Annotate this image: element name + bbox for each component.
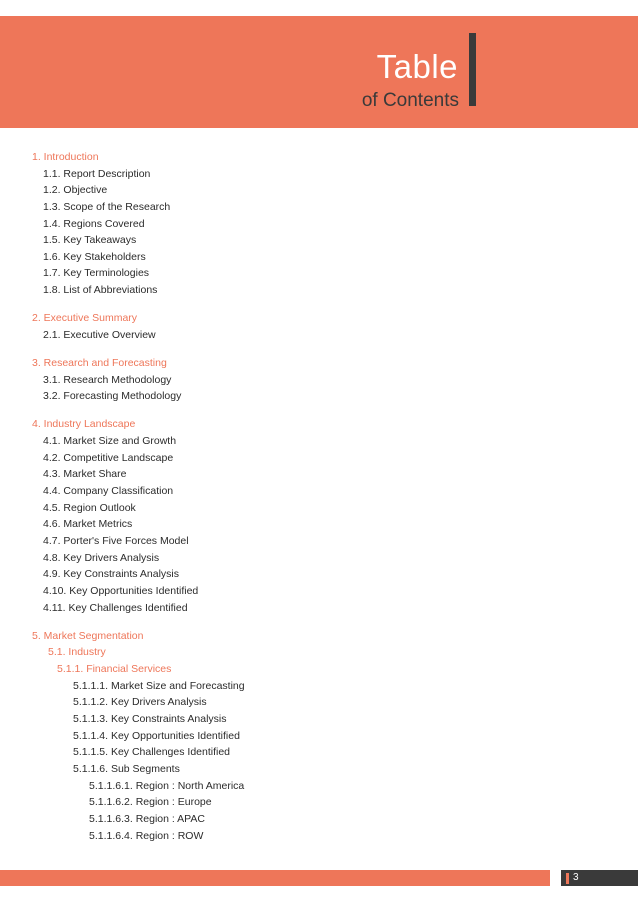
page-title: Table xyxy=(376,48,458,85)
toc-section-heading[interactable]: 3. Research and Forecasting xyxy=(32,357,167,369)
toc-entry[interactable]: 1.8. List of Abbreviations xyxy=(43,284,158,296)
header-banner xyxy=(0,16,638,128)
toc-entry[interactable]: 4.2. Competitive Landscape xyxy=(43,452,174,464)
toc-entry[interactable]: 5.1.1.6.1. Region : North America xyxy=(89,780,245,792)
page-subtitle: of Contents xyxy=(361,90,459,111)
toc-entry[interactable]: 5.1.1.5. Key Challenges Identified xyxy=(73,746,231,758)
toc-section-heading[interactable]: 5. Market Segmentation xyxy=(32,630,144,642)
toc-entry[interactable]: 3.2. Forecasting Methodology xyxy=(43,390,182,402)
toc-entry[interactable]: 5.1.1.4. Key Opportunities Identified xyxy=(73,730,240,742)
toc-entry[interactable]: 1.2. Objective xyxy=(43,184,108,196)
footer-bar xyxy=(0,870,550,886)
title-accent-bar xyxy=(469,33,476,106)
toc-entry[interactable]: 4.6. Market Metrics xyxy=(43,518,133,530)
toc-entry[interactable]: 4.1. Market Size and Growth xyxy=(43,435,177,447)
toc-entry[interactable]: 5.1. Industry xyxy=(48,646,106,658)
toc-entry[interactable]: 5.1.1.6.4. Region : ROW xyxy=(89,830,204,842)
toc-entry[interactable]: 1.5. Key Takeaways xyxy=(43,234,137,246)
toc-entry[interactable]: 1.3. Scope of the Research xyxy=(43,201,171,213)
toc-entry[interactable]: 1.4. Regions Covered xyxy=(43,218,145,230)
toc-entry[interactable]: 4.8. Key Drivers Analysis xyxy=(43,552,160,564)
toc-entry[interactable]: 5.1.1.2. Key Drivers Analysis xyxy=(73,696,207,708)
toc-entry[interactable]: 5.1.1.6.3. Region : APAC xyxy=(89,813,205,825)
toc-entry[interactable]: 4.5. Region Outlook xyxy=(43,502,136,514)
footer-accent-mark xyxy=(566,873,569,884)
toc-entry[interactable]: 1.6. Key Stakeholders xyxy=(43,251,146,263)
toc-entry[interactable]: 4.3. Market Share xyxy=(43,468,127,480)
toc-section-heading[interactable]: 4. Industry Landscape xyxy=(32,418,136,430)
toc-section-heading[interactable]: 1. Introduction xyxy=(32,151,99,163)
toc-entry[interactable]: 4.7. Porter's Five Forces Model xyxy=(43,535,189,547)
toc-entry[interactable]: 4.4. Company Classification xyxy=(43,485,174,497)
toc-entry[interactable]: 5.1.1. Financial Services xyxy=(57,663,172,675)
toc-entry[interactable]: 4.11. Key Challenges Identified xyxy=(43,602,188,614)
toc-entry[interactable]: 3.1. Research Methodology xyxy=(43,374,172,386)
toc-entry[interactable]: 4.9. Key Constraints Analysis xyxy=(43,568,179,580)
toc-entry[interactable]: 1.7. Key Terminologies xyxy=(43,267,150,279)
toc-entry[interactable]: 5.1.1.1. Market Size and Forecasting xyxy=(73,680,245,692)
toc-entry[interactable]: 5.1.1.6. Sub Segments xyxy=(73,763,180,775)
toc-entry[interactable]: 4.10. Key Opportunities Identified xyxy=(43,585,199,597)
toc-entry[interactable]: 1.1. Report Description xyxy=(43,168,151,180)
toc-section-heading[interactable]: 2. Executive Summary xyxy=(32,312,138,324)
toc-entry[interactable]: 5.1.1.6.2. Region : Europe xyxy=(89,796,212,808)
toc-entry[interactable]: 2.1. Executive Overview xyxy=(43,329,156,341)
page-number: 3 xyxy=(573,872,579,883)
toc-entry[interactable]: 5.1.1.3. Key Constraints Analysis xyxy=(73,713,227,725)
